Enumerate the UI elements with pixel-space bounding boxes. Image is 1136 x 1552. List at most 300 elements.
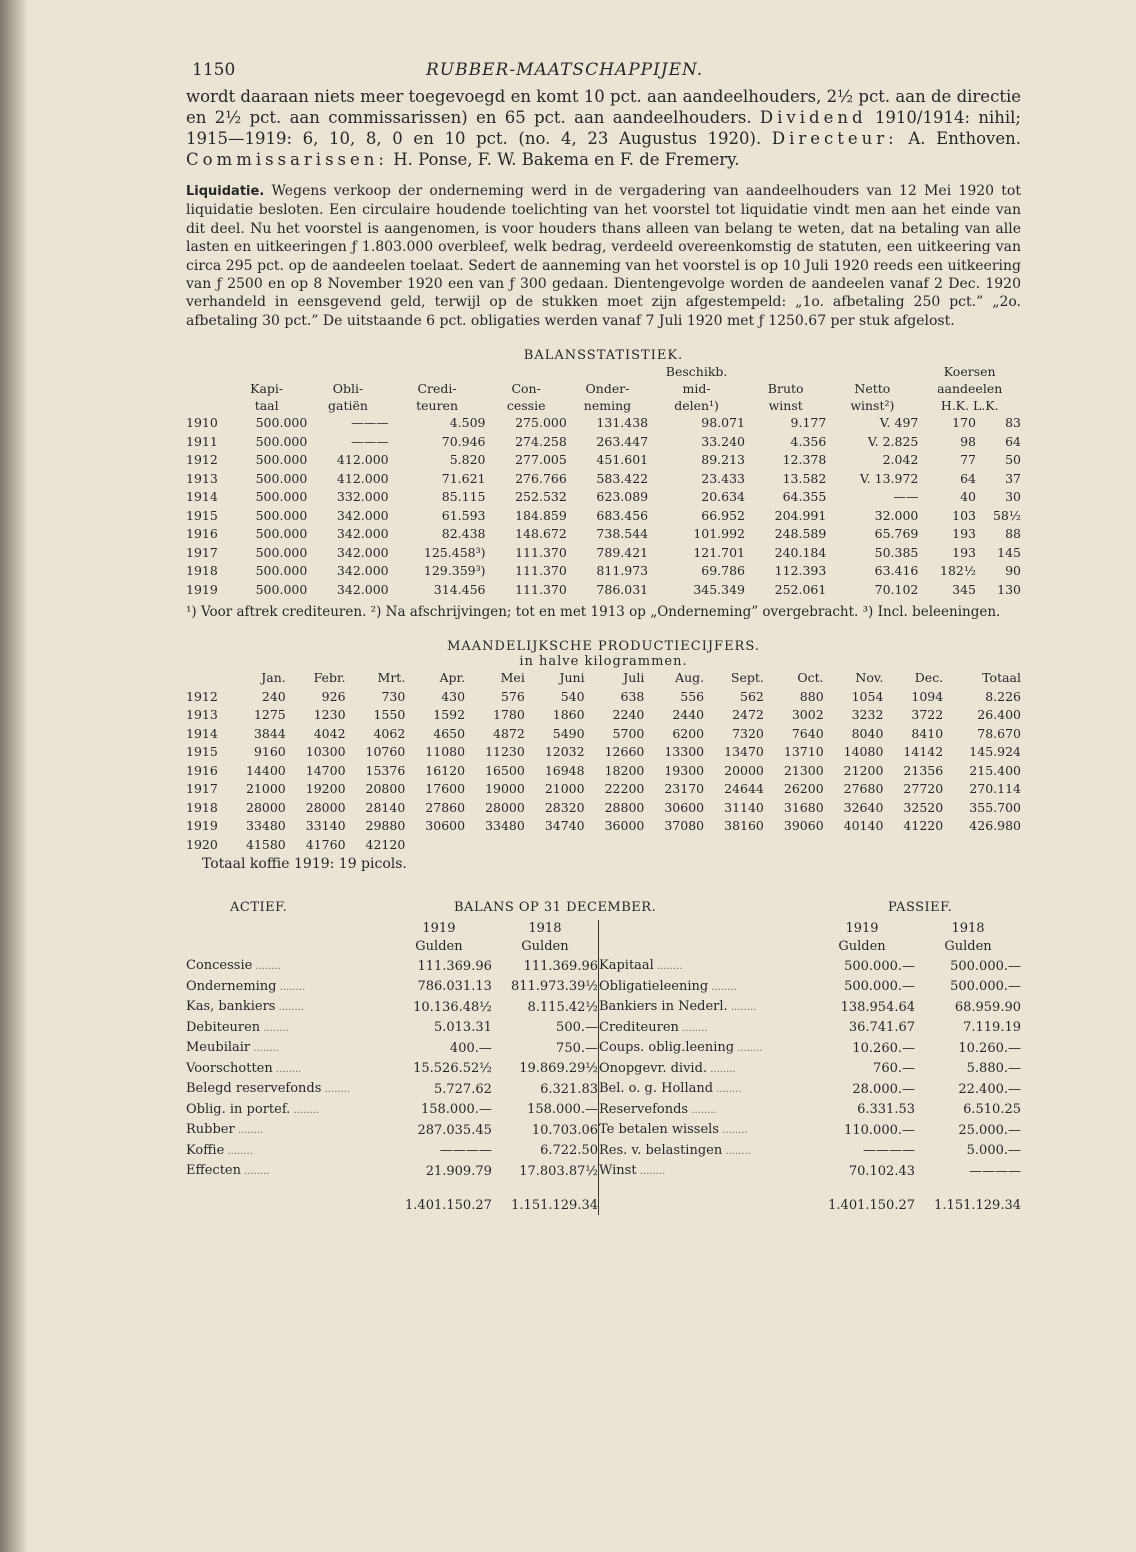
hk-cell: 345: [952, 581, 976, 597]
hdr-obligatien-2: gatiën: [328, 398, 368, 414]
concessie-cell: 111.370: [515, 563, 567, 579]
passief-label-cell: [599, 977, 809, 998]
onderneming-cell: 263.447: [596, 433, 649, 449]
actief-unit-1919: Gulden: [415, 939, 463, 955]
month-value-cell: 42120: [365, 836, 406, 852]
leader-dots: ........: [734, 1043, 763, 1055]
crediteuren-cell: 61.593: [441, 507, 486, 523]
hdr-concessie-2: cessie: [506, 398, 546, 414]
passief-1919-cell: 6.331.53: [857, 1102, 915, 1118]
year-cell: 1918: [186, 563, 218, 579]
dividend-text: 1910/1914: nihil; 1915—1919: 6, 10, 8, 0 en 10 pct. (no. 4, 23 Augustus 1920).: [186, 108, 1021, 148]
month-value-cell: 10760: [365, 744, 406, 760]
month-value-cell: 27860: [425, 799, 466, 815]
month-value-cell: 20800: [365, 781, 406, 797]
month-value-cell: 20000: [724, 762, 764, 778]
intro-text: wordt daaraan niets meer toegevoegd en komt 10 pct. aan aandeelhouders, 2½ pct. aan de directie en 2½ pct. aan commissarissen) en 65 pct. aan aandeelhouders.: [186, 87, 1021, 127]
month-value-cell: [465, 836, 525, 855]
hk-cell: 170: [952, 415, 976, 431]
month-value-cell: [764, 836, 824, 855]
balance-sheet-title: BALANS OP 31 DECEMBER.: [454, 900, 657, 916]
hdr-kapitaal-0: [226, 363, 307, 380]
leader-dots: ........: [275, 1002, 305, 1014]
actief-1918-cell: 811.973.39½: [510, 979, 598, 995]
concessie-cell: 276.766: [515, 470, 567, 486]
leader-dots: ........: [727, 1002, 757, 1014]
month-value-cell: [824, 836, 884, 855]
month-value-cell: 9160: [253, 744, 286, 760]
lk-cell: 90: [1005, 563, 1021, 579]
hdr-kapitaal-2: taal: [254, 398, 279, 414]
year-cell: 1915: [186, 507, 218, 523]
month-value-cell: 38160: [724, 818, 764, 834]
beschikb-cell: 33.240: [701, 433, 746, 449]
month-value-cell: 19000: [485, 781, 525, 797]
passief-label-cell: [599, 1120, 809, 1141]
leader-dots: ........: [713, 1084, 742, 1096]
balansstatistiek-row: [186, 525, 1021, 544]
beschikb-cell: 345.349: [693, 581, 746, 597]
onderneming-cell: 583.422: [596, 470, 649, 486]
year-cell: 1914: [186, 489, 218, 505]
month-value-cell: 39060: [783, 818, 824, 834]
kapitaal-cell: 500.000: [255, 489, 308, 505]
obligatien-cell: ———: [351, 415, 389, 431]
month-value-cell: 1592: [433, 707, 466, 723]
concessie-cell: 184.859: [515, 507, 567, 523]
leader-dots: ........: [272, 1063, 302, 1075]
month-value-cell: 28000: [485, 799, 525, 815]
passief-table: [599, 920, 1021, 1215]
liquidatie-text: Wegens verkoop der onderneming werd in de vergadering van aandeelhouders van 12 Mei 1920 tot liquidatie besloten. Een circulaire houdende toelichting van het voorstel tot liquidatie vindt men aan het einde van dit deel. Nu het voorstel is aangenomen, is voor houders thans alleen van belang te weten, dat na betaling van alle lasten en uitkeeringen ƒ 1.803.000 overbleef, welk bedrag, verdeeld overeenkomstig de statuten, een uitkeering van circa 295 pct. op de aandeelen toelaat. Sedert de aanneming van het voorstel is op 10 Juli 1920 reeds een uitkeering van ƒ 2500 en op 8 November 1920 een van ƒ 300 gedaan. Dientengevolge worden de aandeelen vanaf 2 Dec. 1920 verhandeld in eensgevend geld, terwijl op de stukken moet zijn afgestempeld: „1o. afbetaling 250 pct.” „2o. afbetaling 30 pct.” De uitstaande 6 pct. obligaties werden vanaf 7 Juli 1920 met ƒ 1250.67 per stuk afgelost.: [186, 183, 1021, 329]
actief-1918-cell: 500.—: [556, 1020, 598, 1036]
balansstatistiek-row: [186, 470, 1021, 489]
actief-1918-cell: 17.803.87½: [519, 1163, 598, 1179]
actief-label-cell: [186, 997, 386, 1018]
actief-row: [186, 1161, 598, 1182]
month-value-cell: 19300: [664, 762, 705, 778]
concessie-cell: 111.370: [515, 544, 567, 560]
year-cell: 1919: [186, 818, 218, 834]
month-value-cell: 14080: [843, 744, 884, 760]
actief-label: Rubber: [186, 1122, 235, 1138]
hdr-beschikb-0: Beschikb.: [665, 364, 728, 380]
year-cell: 1912: [186, 688, 218, 704]
running-title: RUBBER-MAATSCHAPPIJEN.: [426, 60, 704, 80]
netto-cell: ——: [893, 489, 919, 505]
kapitaal-cell: 500.000: [255, 470, 308, 486]
actief-label-cell: [186, 1120, 386, 1141]
hdr-onderneming-2: neming: [583, 398, 632, 414]
actief-title: ACTIEF.: [230, 900, 288, 916]
actief-label: Onderneming: [186, 978, 277, 994]
month-header-cell: Oct.: [797, 670, 824, 686]
hk-cell: 77: [960, 452, 976, 468]
commissarissen-label: Commissarissen:: [186, 150, 388, 169]
obligatien-cell: 342.000: [336, 563, 389, 579]
leader-dots: ........: [250, 1043, 279, 1055]
crediteuren-cell: 85.115: [441, 489, 486, 505]
month-value-cell: 3002: [791, 707, 824, 723]
month-value-cell: 8040: [851, 725, 884, 741]
lk-cell: 64: [1005, 433, 1021, 449]
obligatien-cell: 412.000: [336, 452, 389, 468]
actief-col-1919: 1919: [422, 921, 456, 937]
month-header-cell: Dec.: [914, 670, 944, 686]
onderneming-cell: 131.438: [596, 415, 649, 431]
kapitaal-cell: 500.000: [255, 433, 308, 449]
passief-row: [599, 1079, 1021, 1100]
year-cell: 1917: [186, 781, 218, 797]
actief-side: [186, 920, 598, 1215]
passief-label-cell: [599, 997, 809, 1018]
month-value-cell: 145.924: [969, 744, 1021, 760]
concessie-cell: 274.258: [515, 433, 567, 449]
actief-1919-cell: 5.013.31: [433, 1020, 492, 1036]
month-value-cell: 7320: [732, 725, 764, 741]
month-value-cell: 22200: [604, 781, 645, 797]
month-value-cell: 15376: [365, 762, 406, 778]
leader-dots: ........: [722, 1145, 751, 1157]
balansstatistiek-row: [186, 488, 1021, 507]
passief-label: Onopgevr. divid.: [599, 1060, 708, 1076]
passief-row: [599, 1120, 1021, 1141]
month-value-cell: 33480: [485, 818, 525, 834]
netto-cell: 70.102: [874, 581, 919, 597]
obligatien-cell: 412.000: [336, 470, 389, 486]
leader-dots: ........: [234, 1125, 264, 1137]
month-header-cell: Mrt.: [377, 670, 406, 686]
concessie-cell: 148.672: [515, 526, 567, 542]
actief-label-cell: [186, 977, 386, 998]
month-value-cell: 41580: [246, 836, 286, 852]
hk-cell: 193: [952, 544, 976, 560]
month-value-cell: 540: [560, 688, 585, 704]
passief-1918-cell: 10.260.—: [958, 1040, 1021, 1056]
month-value-cell: 36000: [604, 818, 645, 834]
actief-label-cell: [186, 1141, 386, 1162]
page-edge-shadow: [0, 0, 28, 1552]
page-number: 1150: [192, 60, 236, 80]
actief-label-cell: [186, 1038, 386, 1059]
actief-1919-cell: 786.031.13: [417, 979, 492, 995]
passief-unit-1919: Gulden: [838, 939, 886, 955]
concessie-cell: 275.000: [515, 415, 567, 431]
hdr-beschikb-1: mid-: [682, 381, 711, 397]
passief-1918-cell: 22.400.—: [958, 1081, 1021, 1097]
running-head: [186, 56, 1021, 86]
month-value-cell: 8.226: [985, 688, 1021, 704]
month-value-cell: 14400: [246, 762, 286, 778]
balansstatistiek-row: [186, 544, 1021, 563]
passief-label: Te betalen wissels: [599, 1122, 719, 1138]
passief-row: [599, 1141, 1021, 1162]
hdr-bruto-0: [745, 363, 826, 380]
actief-label: Belegd reservefonds: [186, 1081, 322, 1097]
passief-1919-cell: 500.000.—: [844, 979, 915, 995]
bruto-cell: 4.356: [790, 433, 827, 449]
month-value-cell: 556: [680, 688, 705, 704]
actief-1918-cell: 19.869.29½: [519, 1061, 598, 1077]
commissarissen-text: H. Ponse, F. W. Bakema en F. de Fremery.: [393, 150, 740, 169]
obligatien-cell: 342.000: [336, 526, 389, 542]
month-value-cell: 27680: [843, 781, 884, 797]
month-value-cell: 4872: [493, 725, 525, 741]
passief-total-row: [599, 1182, 1021, 1216]
month-value-cell: 926: [321, 688, 346, 704]
crediteuren-cell: 5.820: [449, 452, 486, 468]
passief-1918-cell: 7.119.19: [963, 1020, 1021, 1036]
netto-cell: 65.769: [874, 526, 919, 542]
netto-cell: 50.385: [874, 544, 919, 560]
month-value-cell: 270.114: [969, 781, 1021, 797]
month-value-cell: 12032: [544, 744, 585, 760]
actief-label-cell: [186, 1161, 386, 1182]
netto-cell: 32.000: [874, 507, 919, 523]
actief-label: Effecten: [186, 1163, 241, 1179]
actief-total-1919: 1.401.150.27: [405, 1197, 492, 1213]
lk-cell: 83: [1005, 415, 1021, 431]
month-header-cell: Apr.: [439, 670, 466, 686]
month-value-cell: 27720: [903, 781, 944, 797]
passief-row: [599, 1018, 1021, 1039]
hdr-netto-0: [826, 363, 918, 380]
kapitaal-cell: 500.000: [255, 452, 308, 468]
actief-label-cell: [186, 1018, 386, 1039]
actief-1918-cell: 8.115.42½: [527, 999, 598, 1015]
intro-paragraph: [186, 86, 1021, 170]
hdr-bruto-2: winst: [768, 398, 803, 414]
month-value-cell: 730: [381, 688, 406, 704]
beschikb-cell: 101.992: [693, 526, 746, 542]
actief-1919-cell: 10.136.48½: [413, 999, 492, 1015]
month-value-cell: 430: [441, 688, 466, 704]
passief-1918-cell: 500.000.—: [950, 979, 1021, 995]
leader-dots: ........: [718, 1125, 748, 1137]
netto-cell: V. 2.825: [867, 433, 919, 449]
year-cell: 1915: [186, 744, 218, 760]
month-value-cell: 5700: [612, 725, 645, 741]
month-value-cell: 78.670: [977, 725, 1021, 741]
month-value-cell: 28000: [246, 799, 286, 815]
month-header-cell: Febr.: [313, 670, 346, 686]
leader-dots: ........: [276, 981, 306, 993]
onderneming-cell: 451.601: [596, 452, 649, 468]
passief-row: [599, 977, 1021, 998]
passief-1919-cell: 36.741.67: [848, 1020, 915, 1036]
balansstatistiek-title: BALANSSTATISTIEK.: [523, 348, 684, 364]
bruto-cell: 248.589: [774, 526, 827, 542]
month-value-cell: 2440: [672, 707, 705, 723]
year-header-cell: [186, 669, 226, 688]
lk-cell: 88: [1005, 526, 1021, 542]
month-value-cell: [943, 836, 1021, 855]
month-value-cell: 4042: [313, 725, 346, 741]
month-header-cell: Juli: [623, 670, 645, 686]
lk-cell: 37: [1005, 470, 1021, 486]
beschikb-cell: 89.213: [701, 452, 746, 468]
month-value-cell: 19200: [305, 781, 346, 797]
actief-label: Koffie: [186, 1142, 225, 1158]
passief-col-1919: 1919: [845, 921, 879, 937]
productie-body: [186, 688, 1021, 855]
actief-label: Voorschotten: [186, 1060, 273, 1076]
passief-title: PASSIEF.: [888, 900, 953, 916]
actief-1918-cell: 750.—: [556, 1040, 598, 1056]
productie-subtitle: in halve kilogrammen.: [519, 654, 688, 670]
actief-label: Oblig. in portef.: [186, 1101, 291, 1117]
month-header-cell: Nov.: [855, 670, 884, 686]
hdr-obligatien-1: Obli-: [332, 381, 364, 397]
obligatien-cell: 332.000: [336, 489, 389, 505]
leader-dots: ........: [678, 1022, 708, 1034]
actief-label: Concessie: [186, 958, 253, 974]
actief-label-cell: [186, 1079, 386, 1100]
month-value-cell: 31140: [724, 799, 764, 815]
month-value-cell: 16500: [485, 762, 525, 778]
year-cell: 1911: [186, 433, 218, 449]
actief-row: [186, 956, 598, 977]
passief-body: [599, 956, 1021, 1182]
month-value-cell: 5490: [552, 725, 585, 741]
passief-label-cell: [599, 1018, 809, 1039]
year-cell: 1918: [186, 799, 218, 815]
month-value-cell: 34740: [544, 818, 585, 834]
actief-unit-1918: Gulden: [521, 939, 569, 955]
month-value-cell: 3722: [911, 707, 944, 723]
leader-dots: ........: [708, 981, 737, 993]
hdr-beschikb-2: delen¹): [674, 398, 719, 414]
productie-row: [186, 743, 1021, 762]
month-value-cell: 8410: [911, 725, 944, 741]
balansstatistiek-row: [186, 451, 1021, 470]
concessie-cell: 111.370: [515, 581, 567, 597]
month-value-cell: 32640: [843, 799, 884, 815]
hdr-kapitaal-1: Kapi-: [250, 381, 284, 397]
actief-row: [186, 1018, 598, 1039]
actief-table: [186, 920, 598, 1215]
liquidatie-label: Liquidatie.: [186, 184, 265, 199]
month-header-cell: Jan.: [261, 670, 286, 686]
bruto-cell: 13.582: [782, 470, 827, 486]
month-value-cell: [585, 836, 645, 855]
month-value-cell: 240: [261, 688, 286, 704]
balansstatistiek-row: [186, 581, 1021, 600]
hdr-bruto-1: Bruto: [767, 381, 804, 397]
productie-row: [186, 780, 1021, 799]
passief-1918-cell: 68.959.90: [954, 999, 1021, 1015]
year-cell: 1920: [186, 836, 218, 852]
actief-1919-cell: 5.727.62: [433, 1081, 492, 1097]
directeur-text: A. Enthoven.: [908, 129, 1022, 148]
crediteuren-cell: 314.456: [433, 581, 486, 597]
passief-1919-cell: 138.954.64: [840, 999, 915, 1015]
beschikb-cell: 20.634: [701, 489, 746, 505]
productie-row: [186, 725, 1021, 744]
year-cell: 1917: [186, 544, 218, 560]
month-value-cell: 21300: [783, 762, 824, 778]
month-value-cell: 30600: [425, 818, 466, 834]
hk-cell: 98: [960, 433, 976, 449]
passief-label-cell: [599, 1059, 809, 1080]
month-value-cell: 13300: [664, 744, 705, 760]
month-value-cell: 426.980: [969, 818, 1021, 834]
year-cell: 1912: [186, 452, 218, 468]
onderneming-cell: 789.421: [596, 544, 649, 560]
month-value-cell: 880: [799, 688, 824, 704]
hk-cell: 182½: [940, 563, 976, 579]
actief-label-cell: [186, 1059, 386, 1080]
month-value-cell: 6200: [672, 725, 705, 741]
month-value-cell: 16948: [544, 762, 585, 778]
month-value-cell: 29880: [365, 818, 406, 834]
kapitaal-cell: 500.000: [255, 544, 308, 560]
passief-1919-cell: 10.260.—: [852, 1040, 915, 1056]
month-header-cell: Mei: [500, 670, 525, 686]
actief-1918-cell: 6.321.83: [540, 1081, 598, 1097]
actief-col-1918: 1918: [528, 921, 562, 937]
month-header-cell: Sept.: [730, 670, 764, 686]
leader-dots: ........: [290, 1104, 319, 1116]
passief-row: [599, 1161, 1021, 1182]
obligatien-cell: ———: [351, 433, 389, 449]
kapitaal-cell: 500.000: [255, 415, 308, 431]
beschikb-cell: 23.433: [701, 470, 746, 486]
passief-1918-cell: ————: [969, 1163, 1021, 1179]
passief-1918-cell: 5.000.—: [966, 1143, 1021, 1159]
bruto-cell: 64.355: [782, 489, 827, 505]
netto-cell: V. 497: [879, 415, 919, 431]
directeur-label: Directeur:: [771, 129, 898, 148]
koffie-total: Totaal koffie 1919: 19 picols.: [202, 856, 407, 873]
passief-label-cell: [599, 956, 809, 977]
passief-1919-cell: 70.102.43: [848, 1163, 915, 1179]
passief-label: Bel. o. g. Holland: [599, 1081, 714, 1097]
month-value-cell: 1054: [851, 688, 884, 704]
month-value-cell: 40140: [843, 818, 884, 834]
hdr-concessie-0: [486, 363, 567, 380]
onderneming-cell: 786.031: [596, 581, 649, 597]
productie-row: [186, 799, 1021, 818]
passief-label: Obligatieleening: [599, 978, 709, 994]
month-value-cell: 355.700: [969, 799, 1021, 815]
actief-1918-cell: 10.703.06: [531, 1122, 598, 1138]
dividend-label: Dividend: [759, 108, 867, 127]
year-cell: 1913: [186, 470, 218, 486]
month-value-cell: 26.400: [977, 707, 1021, 723]
month-value-cell: [405, 836, 465, 855]
kapitaal-cell: 500.000: [255, 581, 308, 597]
month-value-cell: [525, 836, 585, 855]
liquidatie-paragraph: [186, 182, 1021, 330]
month-value-cell: 13710: [783, 744, 824, 760]
month-header-cell: Aug.: [675, 670, 705, 686]
kapitaal-cell: 500.000: [255, 563, 308, 579]
actief-1918-cell: 6.722.50: [540, 1143, 598, 1159]
crediteuren-cell: 4.509: [449, 415, 486, 431]
passief-1919-cell: 500.000.—: [844, 958, 915, 974]
month-header-cell: Juni: [559, 670, 585, 686]
passief-1918-cell: 6.510.25: [963, 1102, 1021, 1118]
leader-dots: ........: [707, 1063, 736, 1075]
balansstatistiek-row: [186, 507, 1021, 526]
month-value-cell: 16120: [425, 762, 466, 778]
productie-row: [186, 762, 1021, 781]
passief-label: Coups. oblig.leening: [599, 1040, 735, 1056]
year-cell: 1910: [186, 415, 218, 431]
hdr-obligatien-0: [307, 363, 388, 380]
hk-cell: 40: [960, 489, 976, 505]
